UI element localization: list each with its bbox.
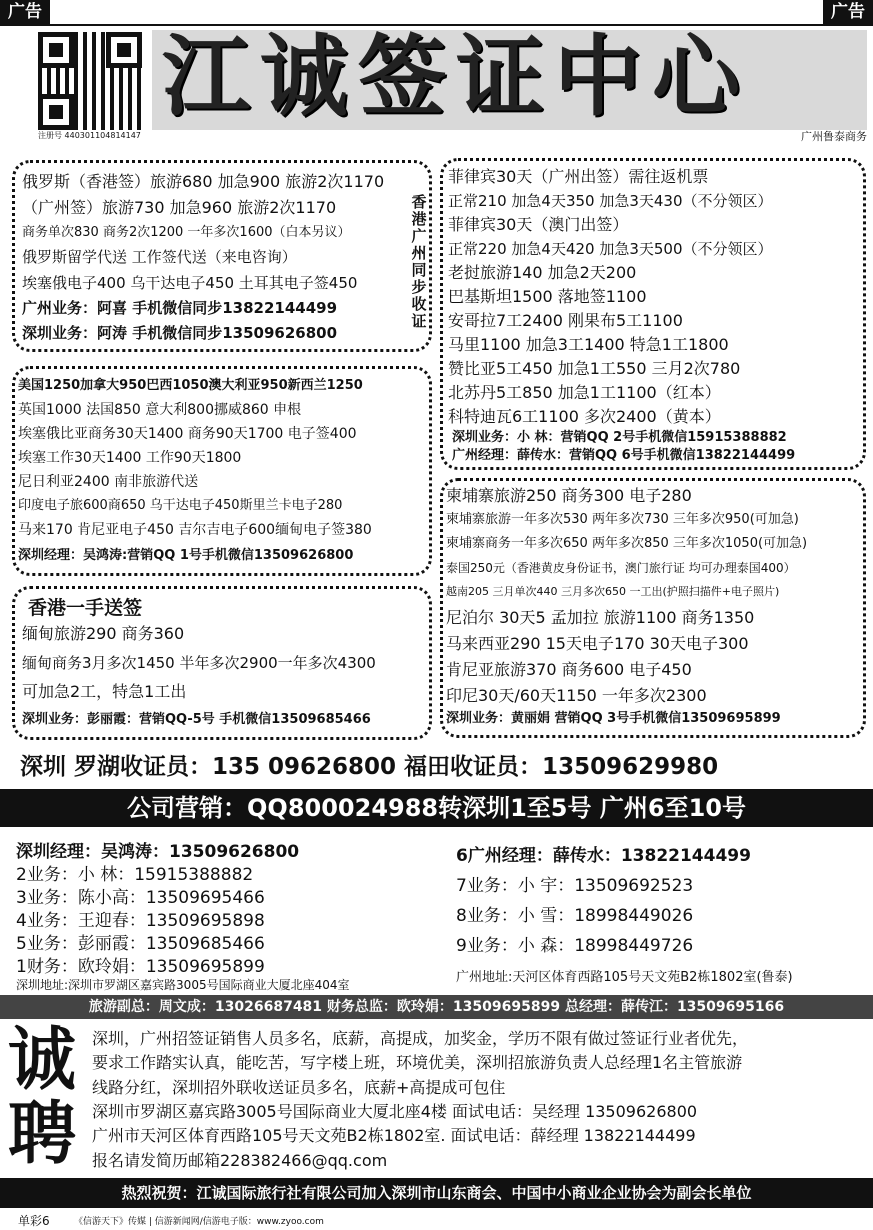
list-item: 埃塞俄比亚商务30天1400 商务90天1700 电子签400 [18,426,357,442]
page-title: 江诚签证中心 [162,25,751,128]
contact-line: 1财务：欧玲娟：13509695899 [16,957,265,977]
ad-label-left: 广告 [0,0,50,24]
list-item: 正常210 加急4天350 加急3天430（不分领区） [448,192,773,210]
list-item: 北苏丹5工850 加急1工1100（红本） [448,383,721,402]
list-item: 柬埔寨旅游250 商务300 电子280 [446,486,692,505]
recruit-text: 要求工作踏实认真，能吃苦，写字楼上班，环境优美，深圳招旅游负责人总经理1名主管旅游 [92,1053,743,1072]
qr-code-icon [38,32,142,130]
list-item: 马来西亚290 15天电子170 30天电子300 [446,634,749,653]
list-item: 老挝旅游140 加急2天200 [448,263,637,282]
recruit-text: 线路分红，深圳招外联收送证员多名，底薪+高提成可包住 [92,1078,506,1097]
list-item: 印尼30天/60天1150 一年多次2300 [446,686,707,705]
list-item: （广州签）旅游730 加急960 旅游2次1170 [22,198,337,217]
list-item: 菲律宾30天（广州出签）需往返机票 [448,167,709,186]
page-number: 单彩6 [18,1214,50,1228]
contact-line: 深圳经理：吴鸿涛：13509626800 [16,842,300,862]
list-item: 埃塞俄电子400 乌干达电子450 土耳其电子签450 [22,274,358,292]
contact-line: 3业务：陈小高：13509695466 [16,888,265,908]
list-item: 安哥拉7工2400 刚果布5工1100 [448,311,683,330]
list-item: 越南205 三月单次440 三月多次650 一工出(护照扫描件+电子照片) [446,585,780,598]
contact-line: 广州经理：薛传水：营销QQ 6号手机微信13822144499 [452,448,796,463]
list-item: 马里1100 加急3工1400 特急1工1800 [448,335,729,354]
list-item: 俄罗斯留学代送 工作签代送（来电咨询） [22,248,297,266]
list-item: 美国1250加拿大950巴西1050澳大利亚950新西兰1250 [18,378,363,393]
list-item: 尼泊尔 30天5 孟加拉 旅游1100 商务1350 [446,608,755,627]
officers-banner: 旅游副总：周文成：13026687481 财务总监：欧玲娟：13509695899 总经理：薛传江：13509695166 [0,995,873,1019]
contact-line: 5业务：彭丽霞：13509685466 [16,934,265,954]
ad-label-right: 广告 [823,0,873,24]
recruit-char-1: 诚 [8,1021,77,1100]
usa-europe-visa-box [12,366,432,576]
list-item: 马来170 肯尼亚电子450 吉尔吉电子600缅甸电子签380 [18,522,372,538]
sync-collection-note: 香港广州同步收证 [411,193,427,330]
contact-line: 4业务：王迎春：13509695898 [16,911,265,931]
list-item: 缅甸旅游290 商务360 [22,624,185,643]
congratulations-banner: 热烈祝贺：江诚国际旅行社有限公司加入深圳市山东商会、中国中小商业企业协会为副会长单位 [0,1178,873,1208]
recruit-text: 深圳，广州招签证销售人员多名，底薪，高提成，加奖金，学历不限有做过签证行业者优先， [92,1029,749,1048]
contact-line: 深圳经理：吴鸿涛:营销QQ 1号手机微信13509626800 [18,548,354,563]
collector-contacts: 深圳 罗湖收证员：135 09626800 福田收证员：13509629980 [20,754,719,780]
recruit-text: 深圳市罗湖区嘉宾路3005号国际商业大厦北座4楼 面试电话：吴经理 13509626800 [92,1102,698,1121]
recruit-text: 广州市天河区体育西路105号天文苑B2栋1802室. 面试电话：薛经理 13822144499 [92,1126,696,1145]
subtitle: 广州鲁泰商务 [801,130,867,143]
list-item: 商务单次830 商务2次1200 一年多次1600（白本另议） [22,225,351,240]
list-item: 尼日利亚2400 南非旅游代送 [18,474,199,490]
recruit-email: 报名请发简历邮箱228382466@qq.com [92,1151,388,1170]
marketing-banner: 公司营销：QQ800024988转深圳1至5号 广州6至10号 [0,789,873,827]
recruit-char-2: 聘 [8,1095,77,1174]
contact-line: 7业务：小 宇：13509692523 [456,876,694,896]
shenzhen-address: 深圳地址:深圳市罗湖区嘉宾路3005号国际商业大厦北座404室 [16,978,350,992]
footer-credit: 《信游天下》传媒 | 信游新闻网/信游电子版：www.zyoo.com [74,1217,324,1227]
list-item: 俄罗斯（香港签）旅游680 加急900 旅游2次1170 [22,172,385,191]
list-item: 肯尼亚旅游370 商务600 电子450 [446,660,692,679]
contact-line: 6广州经理：薛传水：13822144499 [456,846,751,866]
list-item: 泰国250元（香港黄皮身份证书，澳门旅行证 均可办理泰国400） [446,561,796,575]
registration-number: 注册号 440301104814147 [38,131,141,140]
list-item: 缅甸商务3月多次1450 半年多次2900一年多次4300 [22,654,376,672]
list-item: 可加急2工，特急1工出 [22,682,187,701]
box-heading: 香港一手送签 [28,597,143,619]
contact-line: 深圳业务：彭丽霞：营销QQ-5号 手机微信13509685466 [22,712,371,727]
list-item: 科特迪瓦6工1100 多次2400（黄本） [448,407,721,426]
list-item: 赞比亚5工450 加急1工550 三月2次780 [448,359,741,378]
contact-line: 2业务：小 林：15915388882 [16,865,254,885]
list-item: 巴基斯坦1500 落地签1100 [448,287,647,306]
list-item: 印度电子旅600商650 乌干达电子450斯里兰卡电子280 [18,498,343,513]
list-item: 正常220 加急4天420 加急3天500（不分领区） [448,240,773,258]
contact-line: 深圳业务：阿涛 手机微信同步13509626800 [22,324,338,342]
list-item: 柬埔寨旅游一年多次530 两年多次730 三年多次950(可加急) [446,512,799,527]
contact-line: 深圳业务：黄丽娟 营销QQ 3号手机微信13509695899 [446,711,781,726]
contact-line: 深圳业务：小 林：营销QQ 2号手机微信15915388882 [452,430,787,445]
contact-line: 8业务：小 雪：18998449026 [456,906,694,926]
list-item: 埃塞工作30天1400 工作90天1800 [18,450,242,466]
list-item: 柬埔寨商务一年多次650 两年多次850 三年多次1050(可加急) [446,536,808,551]
list-item: 英国1000 法国850 意大利800挪威860 申根 [18,402,302,418]
contact-line: 广州业务：阿喜 手机微信同步13822144499 [22,299,338,317]
guangzhou-address: 广州地址:天河区体育西路105号天文苑B2栋1802室(鲁泰) [456,970,793,985]
contact-line: 9业务：小 森：18998449726 [456,936,694,956]
list-item: 菲律宾30天（澳门出签） [448,215,629,234]
